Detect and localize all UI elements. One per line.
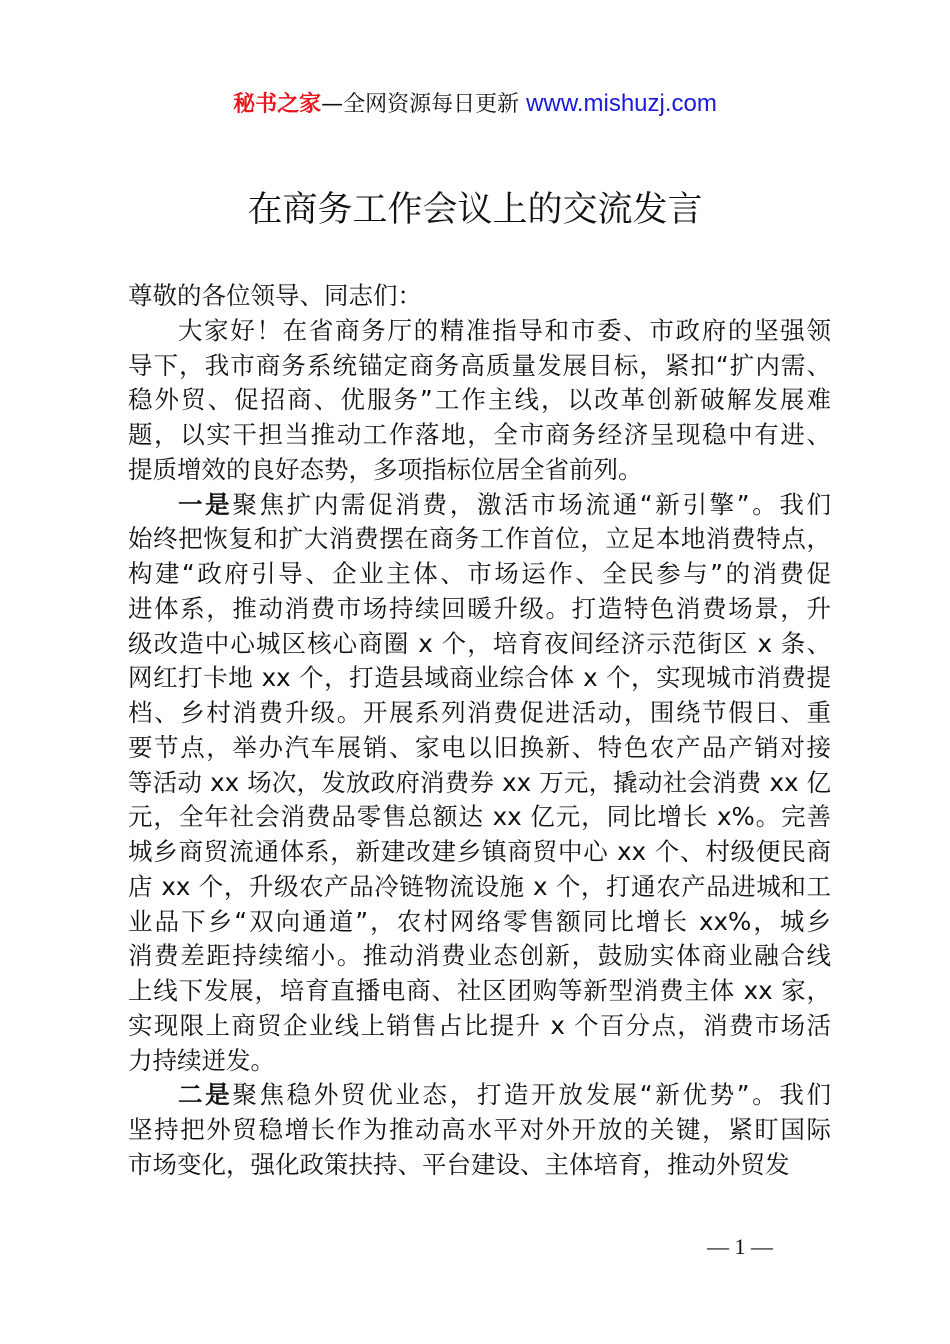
- line-text: 稳外贸、促招商、优服务”工作主线，以改革创新破解发展难: [128, 385, 831, 415]
- line-text: 构建“政府引导、企业主体、市场运作、全民参与”的消费促: [128, 559, 831, 588]
- paragraph-line: [128, 1009, 831, 1044]
- paragraph-line: [128, 557, 831, 592]
- paragraph-line: [128, 800, 831, 835]
- line-text: 始终把恢复和扩大消费摆在商务工作首位，立足本地消费特点，: [128, 524, 831, 554]
- site-url-link[interactable]: www.mishuzj.com: [526, 90, 717, 117]
- line-text: 业品下乡“双向通道”，农村网络零售额同比增长 xx%，城乡: [128, 906, 831, 936]
- line-text: 等活动 xx 场次，发放政府消费券 xx 万元，撬动社会消费 xx 亿: [128, 767, 831, 797]
- line-text: 上线下发展，培育直播电商、社区团购等新型消费主体 xx 家，: [128, 976, 831, 1005]
- line-text: 聚焦稳外贸优业态，打造开放发展“新优势”。我们: [232, 1080, 831, 1110]
- paragraph-line: [128, 1078, 831, 1113]
- line-text: 坚持把外贸稳增长作为推动高水平对外开放的关键，紧盯国际: [128, 1115, 831, 1144]
- paragraph-line: [128, 870, 831, 905]
- paragraph-line: [128, 1044, 831, 1079]
- paragraph-lead: 二是: [178, 1080, 233, 1110]
- paragraph-line: [128, 661, 831, 696]
- paragraph-line: [128, 905, 831, 940]
- paragraph-line: [128, 766, 831, 801]
- document-title: 在商务工作会议上的交流发言: [247, 190, 703, 230]
- paragraph-line: [128, 696, 831, 731]
- line-text: 提质增效的良好态势，多项指标位居全省前列。: [128, 454, 643, 484]
- line-text: 题，以实干担当推动工作落地，全市商务经济呈现稳中有进、: [128, 420, 831, 449]
- line-text: 力持续迸发。: [128, 1045, 275, 1075]
- paragraph-line: [128, 453, 831, 488]
- line-text: 实现限上商贸企业线上销售占比提升 x 个百分点，消费市场活: [128, 1010, 831, 1040]
- page-number: — 1 —: [707, 1234, 773, 1259]
- paragraph-line: [128, 1113, 831, 1148]
- paragraph-line: [128, 349, 831, 384]
- paragraph-line: [128, 418, 831, 453]
- line-text: 进体系，推动消费市场持续回暖升级。打造特色消费场景，升: [128, 593, 831, 623]
- line-text: 城乡商贸流通体系，新建改建乡镇商贸中心 xx 个、村级便民商: [128, 837, 831, 866]
- line-text: 网红打卡地 xx 个，打造县域商业综合体 x 个，实现城市消费提: [128, 663, 831, 693]
- line-text: 档、乡村消费升级。开展系列消费促进活动，围绕节假日、重: [128, 698, 831, 727]
- line-text: 元，全年社会消费品零售总额达 xx 亿元，同比增长 x%。完善: [128, 802, 831, 832]
- line-text: 消费差距持续缩小。推动消费业态创新，鼓励实体商业融合线: [128, 941, 831, 971]
- line-text: 店 xx 个，升级农产品冷链物流设施 x 个，打通农产品进城和工: [128, 871, 831, 901]
- line-text: 大家好！在省商务厅的精准指导和市委、市政府的坚强领: [178, 315, 831, 345]
- paragraph-line: [128, 488, 831, 523]
- paragraph-lead: 一是: [178, 489, 233, 519]
- paragraph-line: [128, 627, 831, 662]
- site-header: [0, 88, 950, 121]
- brand-name: 秘书之家: [233, 92, 322, 117]
- document-body: [128, 279, 831, 1183]
- paragraph-line: [128, 592, 831, 627]
- line-text: 要节点，举办汽车展销、家电以旧换新、特色农产品产销对接: [128, 732, 831, 762]
- paragraph-line: [128, 731, 831, 766]
- line-text: 级改造中心城区核心商圈 x 个，培育夜间经济示范街区 x 条、: [128, 628, 831, 658]
- line-text: 市场变化，强化政策扶持、平台建设、主体培育，推动外贸发: [128, 1149, 790, 1179]
- line-text: 聚焦扩内需促消费，激活市场流通“新引擎”。我们: [232, 489, 831, 519]
- paragraph-line: [128, 939, 831, 974]
- salutation: 尊敬的各位领导、同志们：: [128, 281, 422, 310]
- paragraph-line: [128, 1148, 831, 1183]
- line-text: 导下，我市商务系统锚定商务高质量发展目标，紧扣“扩内需、: [128, 350, 831, 380]
- paragraph-line: [128, 314, 831, 349]
- paragraph-line: [128, 522, 831, 557]
- paragraph-line: [128, 383, 831, 418]
- paragraph-line: [128, 835, 831, 870]
- header-slogan: —全网资源每日更新: [321, 92, 520, 117]
- paragraph-line: [128, 974, 831, 1009]
